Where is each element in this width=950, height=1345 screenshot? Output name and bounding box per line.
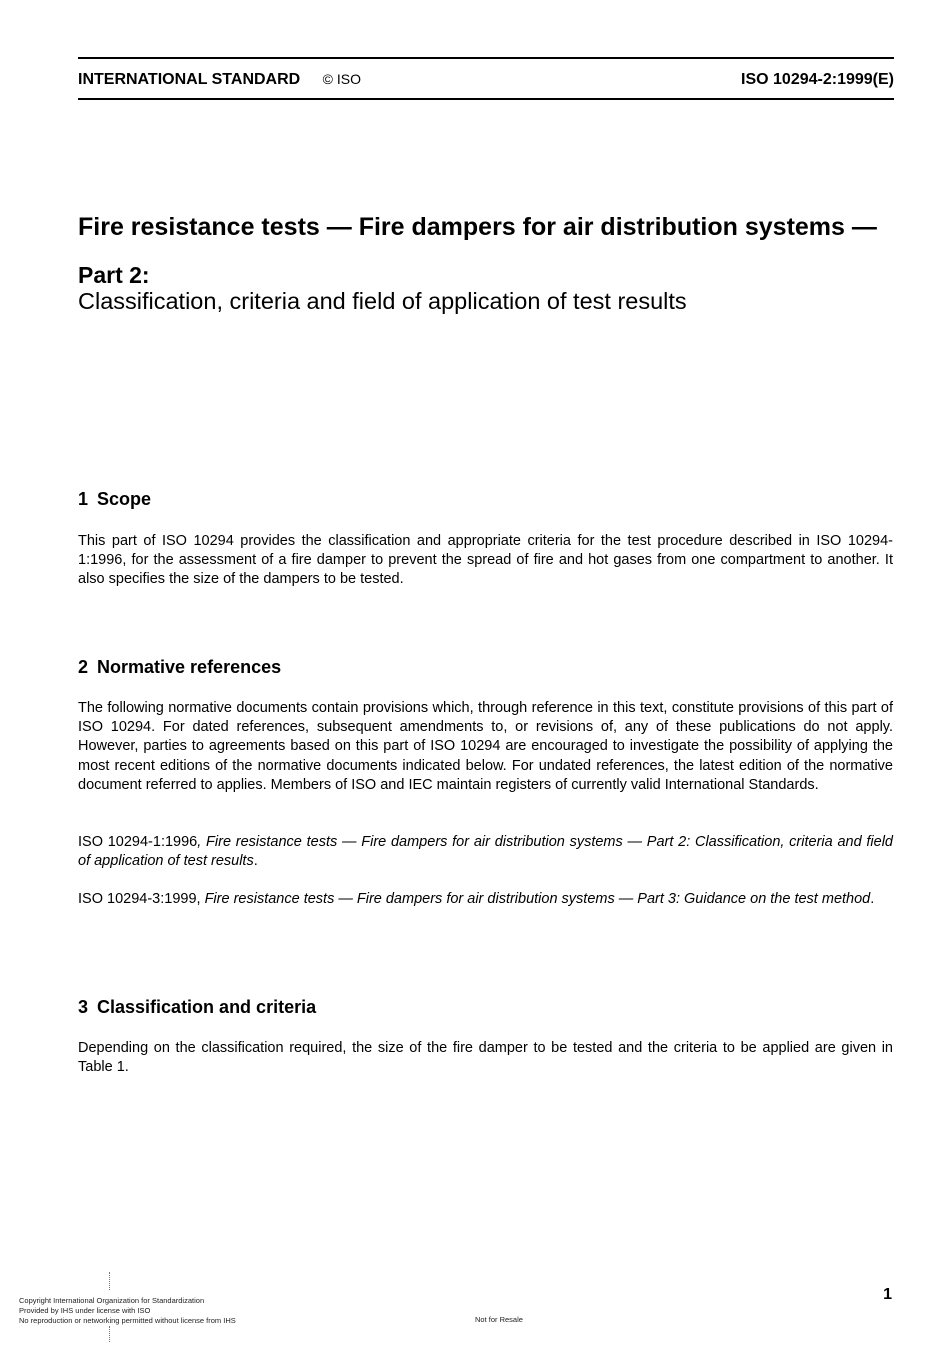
header-top-rule <box>78 57 894 59</box>
normative-reference-2 <box>78 890 893 909</box>
reference-2-title: Fire resistance tests — Fire dampers for air distribution systems — Part 3: Guidance on the test method <box>204 891 871 907</box>
header-standard-label <box>78 71 361 89</box>
section-classification-paragraph: Depending on the classification required, the size of the fire damper to be tested and the criteria to be applied are given in Table 1. <box>78 1040 893 1076</box>
footer-line-2: Provided by IHS under license with ISO <box>19 1306 151 1315</box>
reference-1-id: ISO 10294-1:1996 <box>78 834 198 850</box>
section-classification-title: Classification and criteria <box>97 997 317 1017</box>
section-scope-paragraph: This part of ISO 10294 provides the classification and appropriate criteria for the test procedure described in ISO 10294-1:1996, for the assessment of a fire damper to prevent the spread of fire and hot gases from one compartment to another. It also specifies the size of the dampers to be tested. <box>78 533 893 588</box>
section-scope-title: Scope <box>97 489 152 509</box>
reference-1-title: , Fire resistance tests — Fire dampers for air distribution systems — Part 2: Classification, criteria and field of application of test results <box>78 834 894 870</box>
reference-2-end: . <box>870 891 875 907</box>
footer-line-1: Copyright International Organization for Standardization <box>19 1296 205 1305</box>
header-document-id: ISO 10294-2:1999(E) <box>741 71 894 88</box>
header-bottom-rule <box>78 98 894 100</box>
footer-not-for-resale: Not for Resale <box>475 1315 523 1324</box>
reference-1-end: . <box>253 853 258 870</box>
footer-copyright-notice <box>19 1296 236 1326</box>
section-normative-title: Normative references <box>97 657 282 677</box>
document-part-label: Part 2: <box>78 262 150 288</box>
section-classification-number: 3 <box>78 997 89 1017</box>
header-standard-text: INTERNATIONAL STANDARD <box>78 71 301 88</box>
footer-line-3: No reproduction or networking permitted without license from IHS <box>19 1316 236 1325</box>
section-scope-number: 1 <box>78 489 89 509</box>
header-copyright: © ISO <box>322 71 361 87</box>
section-normative-paragraph: The following normative documents contain provisions which, through reference in this text, constitute provisions of this part of ISO 10294. For dated references, subsequent amendments to, or revisions of, any of these publications do not apply. However, parties to agreements based on this part of ISO 10294 are encouraged to investigate the possibility of applying the most recent editions of the normative documents indicated below. For undated references, the latest edition of the normative document referred to applies. Members of ISO and IEC maintain registers of currently valid International Standards. <box>78 700 893 793</box>
page-number: 1 <box>883 1286 892 1303</box>
section-normative-heading <box>78 657 281 678</box>
normative-reference-1 <box>78 833 893 871</box>
section-classification-heading <box>78 997 316 1018</box>
section-scope-heading <box>78 489 151 510</box>
reference-2-id: ISO 10294-3:1999, <box>78 891 205 907</box>
document-title: Fire resistance tests — Fire dampers for air distribution systems — <box>78 213 877 241</box>
footer-dotted-mark-bottom <box>109 1326 110 1342</box>
section-normative-number: 2 <box>78 657 89 677</box>
document-subtitle: Classification, criteria and field of application of test results <box>78 288 687 314</box>
footer-dotted-mark-top <box>109 1272 110 1290</box>
